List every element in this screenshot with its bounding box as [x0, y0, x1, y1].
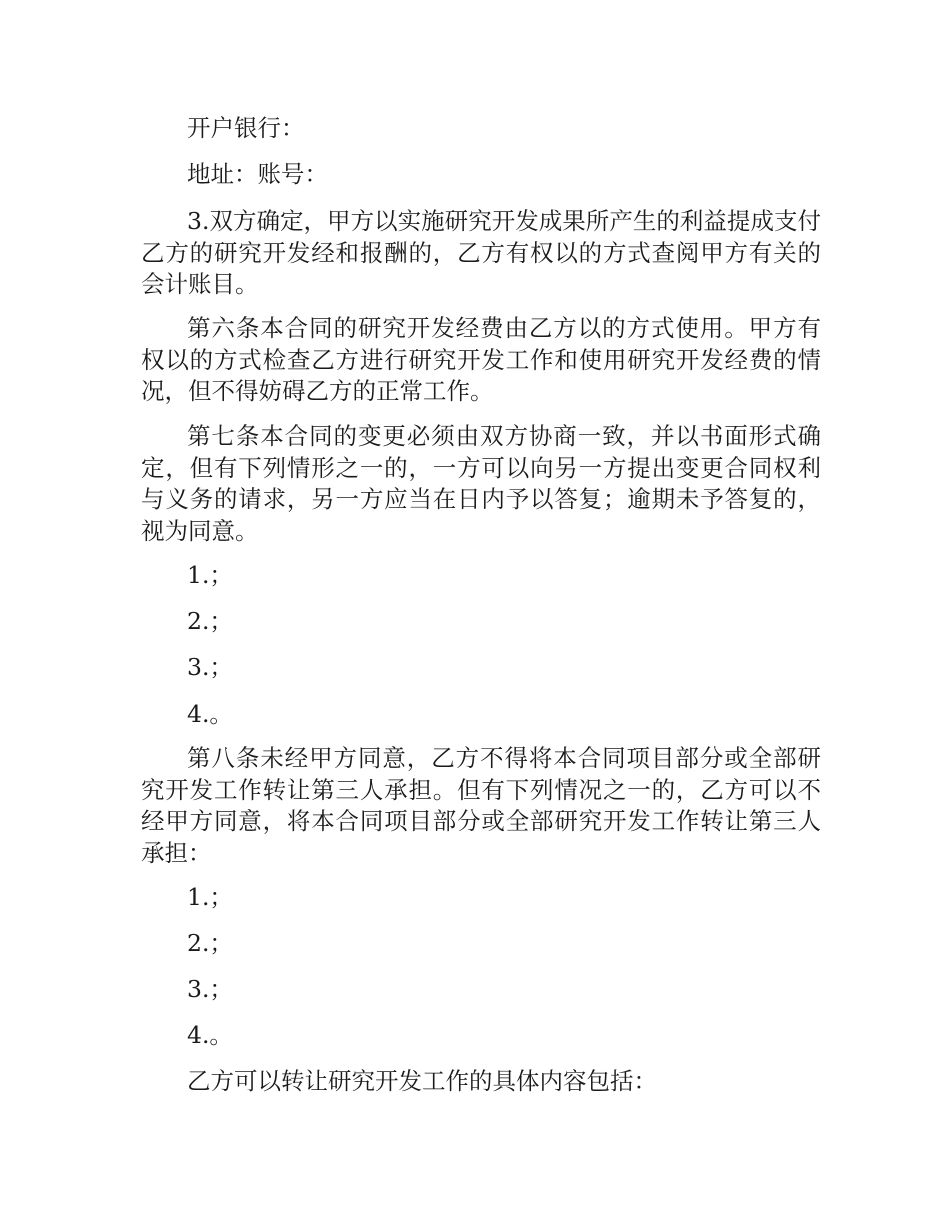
paragraph-article-6: 第六条本合同的研究开发经费由乙方以的方式使用。甲方有权以的方式检查乙方进行研究开发工作和使用研究开发经费的情况，但不得妨碍乙方的正常工作。: [141, 314, 821, 405]
paragraph-transfer-content: 乙方可以转让研究开发工作的具体内容包括：: [187, 1067, 657, 1095]
paragraph-article-8: 第八条未经甲方同意，乙方不得将本合同项目部分或全部研究开发工作转让第三人承担。但有下列情况之一的，乙方可以不经甲方同意，将本合同项目部分或全部研究开发工作转让第三人承担：: [141, 744, 821, 867]
list-item-7-2: 2.；: [187, 607, 233, 635]
list-item-8-4: 4.。: [187, 1021, 233, 1049]
list-item-8-1: 1.；: [187, 883, 233, 911]
list-item-8-2: 2.；: [187, 929, 233, 957]
paragraph-bank: 开户银行：: [187, 114, 305, 142]
paragraph-article-7: 第七条本合同的变更必须由双方协商一致，并以书面形式确定，但有下列情形之一的，一方可以向另一方提出变更合同权利与义务的请求，另一方应当在日内予以答复；逾期未予答复的，视为同意。: [141, 422, 821, 545]
list-item-8-3: 3.；: [187, 975, 233, 1003]
list-item-7-3: 3.；: [187, 653, 233, 681]
list-item-7-1: 1.；: [187, 561, 233, 589]
paragraph-address-account: 地址：账号：: [187, 160, 328, 188]
paragraph-clause-3: 3.双方确定，甲方以实施研究开发成果所产生的利益提成支付乙方的研究开发经和报酬的，乙方有权以的方式查阅甲方有关的会计账目。: [141, 207, 821, 298]
list-item-7-4: 4.。: [187, 700, 233, 728]
